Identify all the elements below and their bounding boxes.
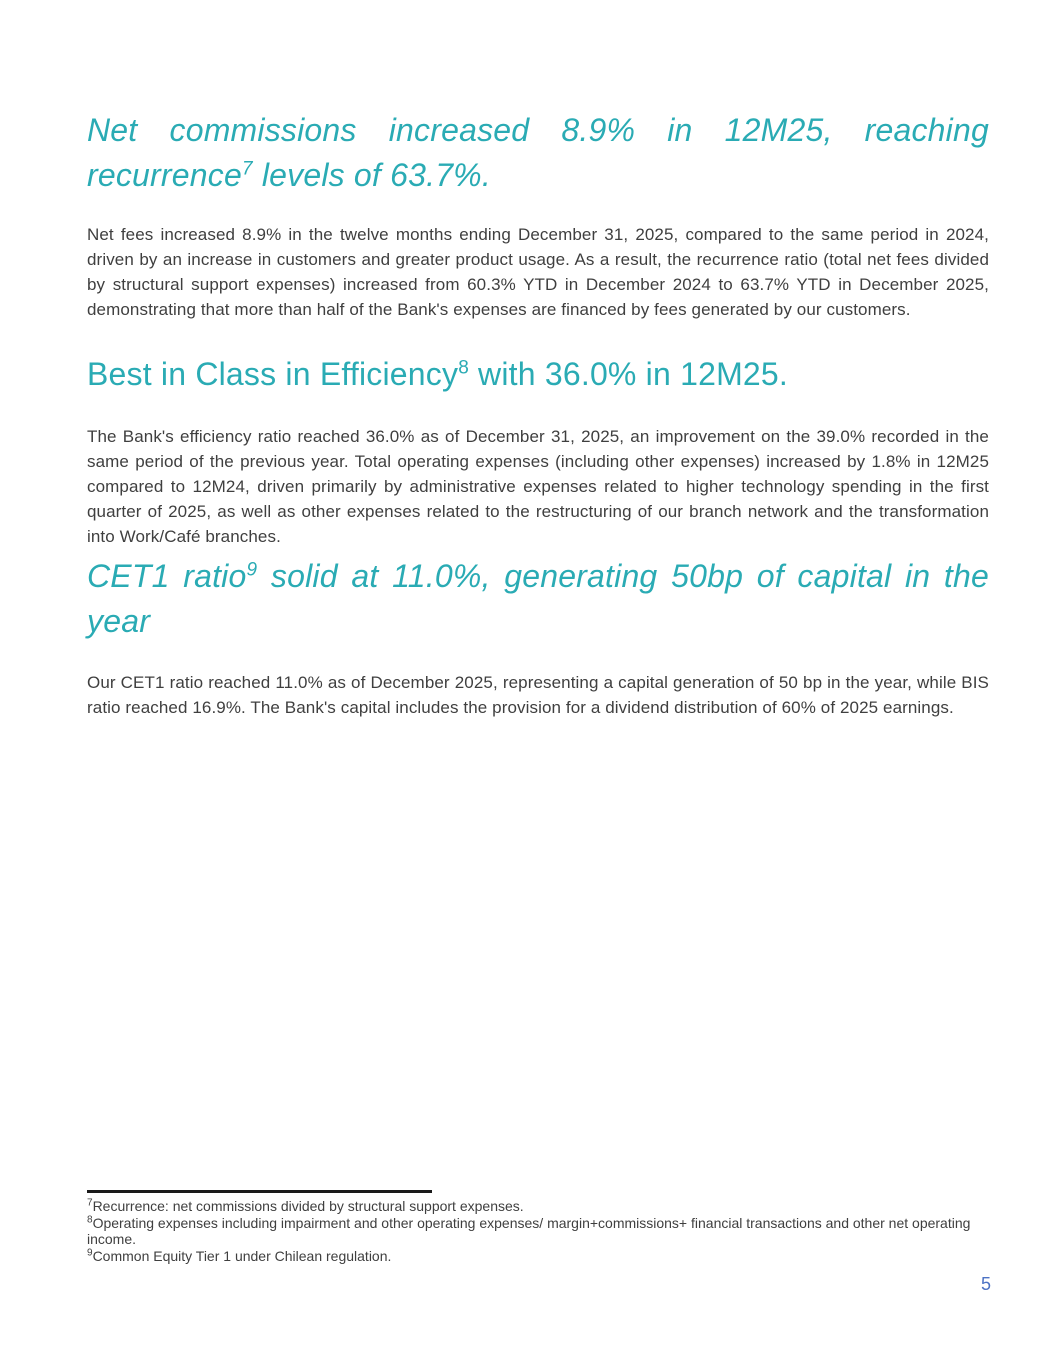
heading-cet1-line2: year xyxy=(87,603,151,639)
footnote-number: 7 xyxy=(87,1197,93,1209)
footnote-ref-8: 8 xyxy=(458,357,469,379)
footnotes xyxy=(87,1198,989,1264)
heading-net-commissions-line1: Net commissions increased 8.9% in 12M25, reaching xyxy=(87,112,989,148)
page-number: 5 xyxy=(980,1274,991,1294)
footnote-item xyxy=(87,1215,989,1248)
footnote-text: Recurrence: net commissions divided by structural support expenses. xyxy=(92,1198,524,1214)
heading-cet1 xyxy=(87,554,989,644)
heading-cet1-line1 xyxy=(87,554,989,599)
paragraph-net-fees: Net fees increased 8.9% in the twelve months ending December 31, 2025, compared to the same period in 2024, driven by an increase in customers and greater product usage. As a result, the recurrence ratio (total net fees divided by structural support expenses) increased from 60.3% YTD in December 2024 to 63.7% YTD in December 2025, demonstrating that more than half of the Bank's expenses are financed by fees generated by our customers. xyxy=(87,225,989,319)
heading-text: CET1 ratio xyxy=(87,558,247,594)
heading-text: solid at 11.0%, generating 50bp of capital in the xyxy=(257,558,990,594)
heading-text: levels of 63.7%. xyxy=(252,157,491,193)
footnote-text: Common Equity Tier 1 under Chilean regulation. xyxy=(92,1247,392,1264)
footnote-item xyxy=(87,1248,989,1265)
footnote-item xyxy=(87,1198,989,1215)
footnote-number: 8 xyxy=(87,1213,93,1225)
heading-net-commissions xyxy=(87,108,989,198)
footnote-text: Operating expenses including impairment and other operating expenses/ margin+commissions+ financial transactions and other net operating income. xyxy=(87,1214,971,1247)
heading-text: with 36.0% in 12M25. xyxy=(468,356,789,392)
footnote-number: 9 xyxy=(87,1246,93,1258)
heading-net-commissions-line2 xyxy=(87,153,989,198)
footnote-ref-9: 9 xyxy=(246,559,258,581)
heading-text: recurrence xyxy=(87,157,242,193)
paragraph-cet1: Our CET1 ratio reached 11.0% as of December 2025, representing a capital generation of 50 bp in the year, while BIS ratio reached 16.9%. The Bank's capital includes the provision for a dividend distribution of 60% of 2025 earnings. xyxy=(87,673,989,717)
heading-text: Best in Class in Efficiency xyxy=(87,356,459,392)
heading-efficiency xyxy=(87,352,989,397)
footnote-ref-7: 7 xyxy=(241,158,253,180)
footnote-divider xyxy=(87,1190,432,1193)
paragraph-efficiency: The Bank's efficiency ratio reached 36.0% as of December 31, 2025, an improvement on the 39.0% recorded in the same period of the previous year. Total operating expenses (including other expenses) increased by 1.8% in 12M25 compared to 12M24, driven primarily by administrative expenses related to higher technology spending in the first quarter of 2025, as well as other expenses related to the restructuring of our branch network and the transformation into Work/Café branches. xyxy=(87,427,989,546)
